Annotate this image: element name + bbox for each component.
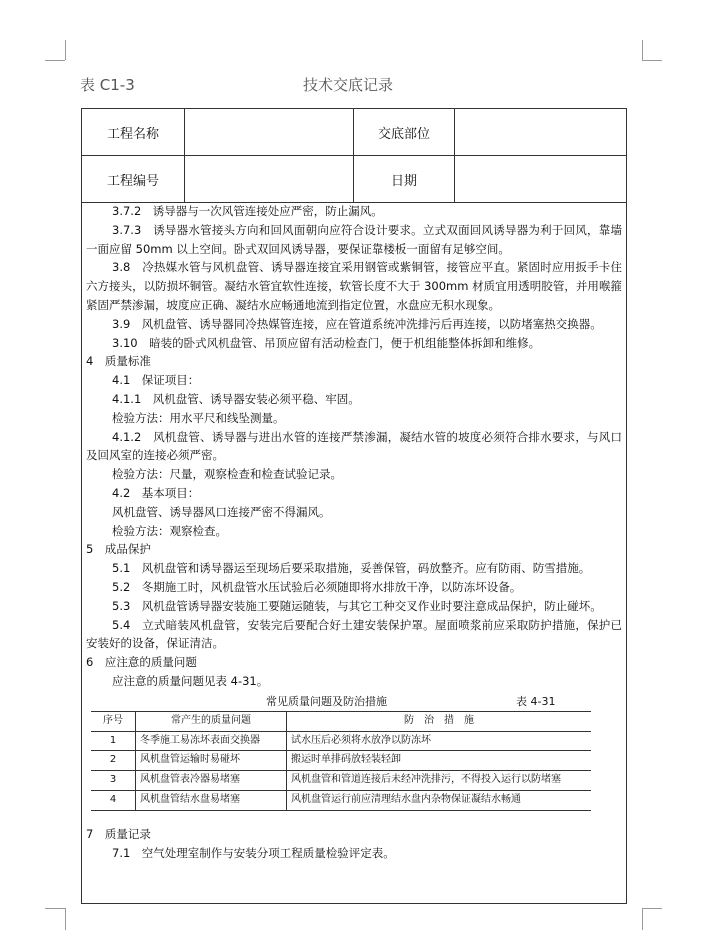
info-table	[82, 109, 626, 203]
table-cell: 3	[91, 771, 136, 791]
crop-mark-top-right	[642, 59, 662, 61]
paragraph: 3.8 冷热媒水管与风机盘管、诱导器连接宜采用钢管或紫铜管，接管应平直。紧固时应用扳手卡住六方接头，以防损坏铜管。凝结水管宜软性连接，软管长度不大于 300mm 材质宜用透明胶管，并用喉箍紧固严禁渗漏，坡度应正确、凝结水应畅通地流到指定位置，水盘应无积水现象。	[86, 260, 622, 312]
paragraph: 应注意的质量问题见表 4-31。	[112, 673, 269, 688]
form-number: 表 C1-3	[80, 76, 135, 94]
paragraph: 5.4 立式暗装风机盘管，安装完后要配合好土建安装保护罩。屋面喷浆前应采取防护措施，保护已安装好的设备，保证清洁。	[86, 617, 622, 651]
table-cell: 风机盘管表冷器易堵塞	[136, 771, 287, 791]
table-cell: 风机盘管和管道连接后未经冲洗排污，不得投入运行以防堵塞	[287, 771, 592, 791]
crop-mark-bottom-left	[45, 908, 65, 910]
page-title: 技术交底记录	[303, 76, 394, 94]
crop-mark-top-left	[60, 40, 66, 60]
table-cell: 风机盘管运输时易碰坏	[136, 751, 287, 771]
paragraph: 检验方法：尺量，观察检查和检查试验记录。	[112, 467, 342, 482]
table-cell: 搬运时单排码放轻装轻卸	[287, 751, 592, 771]
table-cell: 1	[91, 731, 136, 751]
paragraph: 4.1.2 风机盘管、诱导器与进出水管的连接严禁渗漏，凝结水管的坡度必须符合排水要求，与风口及回风室的连接必须严密。	[86, 429, 622, 463]
table-cell: 4	[91, 790, 136, 810]
paragraph: 3.10 暗装的卧式风机盘管、吊顶应留有活动检查门，便于机组能整体拆卸和维修。	[112, 335, 541, 350]
table-cell: 风机盘管结水盘易堵塞	[136, 790, 287, 810]
paragraph: 检验方法：观察检查。	[112, 523, 227, 538]
quality-table	[91, 711, 591, 811]
table-cell: 冬季施工易冻坏表面交换器	[136, 731, 287, 751]
section-heading: 4 质量标准	[86, 354, 151, 369]
section-heading: 6 应注意的质量问题	[86, 655, 197, 670]
paragraph: 3.7.3 诱导器水管接头方向和回风面朝向应符合设计要求。立式双面回风诱导器为利于回风，靠墙一面应留 50mm 以上空间。卧式双回风诱导器，要保证靠楼板一面留有足够空间。	[86, 222, 622, 256]
crop-mark-bottom-left	[60, 908, 66, 930]
subsection-heading: 4.2 基本项目：	[112, 485, 200, 500]
section-heading: 5 成品保护	[86, 542, 151, 557]
paragraph: 风机盘管、诱导器风口连接严密不得漏风。	[112, 504, 331, 519]
table-number: 表 4-31	[516, 694, 556, 708]
paragraph: 3.9 风机盘管、诱导器同冷热媒管连接，应在管道系统冲洗排污后再连接，以防堵塞热交换器。	[112, 316, 602, 331]
column-header: 常产生的质量问题	[136, 711, 287, 731]
paragraph: 5.3 风机盘管诱导器安装施工要随运随装，与其它工种交叉作业时要注意成品保护，防止碰坏。	[112, 598, 602, 613]
spacer	[86, 811, 622, 825]
project-name-label: 工程名称	[82, 109, 185, 156]
paragraph: 3.7.2 诱导器与一次风管连接处应严密，防止漏风。	[112, 204, 383, 218]
table-caption-row	[86, 691, 622, 711]
subsection-heading: 4.1 保证项目：	[112, 373, 200, 388]
crop-mark-bottom-right	[642, 908, 662, 910]
table-row	[91, 751, 591, 771]
crop-mark-top-right	[642, 40, 648, 60]
table-row	[91, 731, 591, 751]
project-no-label: 工程编号	[82, 156, 185, 203]
handover-part-field[interactable]	[455, 109, 627, 156]
crop-mark-bottom-right	[642, 908, 648, 930]
date-field[interactable]	[455, 156, 627, 203]
section-heading: 7 质量记录	[86, 826, 151, 841]
column-header: 防 治 措 施	[287, 711, 592, 731]
paragraph: 检验方法：用水平尺和线坠测量。	[112, 410, 285, 425]
paragraph: 4.1.1 风机盘管、诱导器安装必须平稳、牢固。	[112, 391, 360, 406]
paragraph: 5.1 风机盘管和诱导器运至现场后要采取措施，妥善保管，码放整齐。应有防雨、防雪措施。	[112, 561, 591, 576]
table-row	[91, 771, 591, 791]
table-cell: 试水压后必须将水放净以防冻坏	[287, 731, 592, 751]
table-row	[91, 790, 591, 810]
paragraph: 7.1 空气处理室制作与安装分项工程质量检验评定表。	[112, 845, 395, 860]
date-label: 日期	[354, 156, 455, 203]
table-caption: 常见质量问题及防治措施	[266, 694, 387, 708]
crop-mark-top-left	[45, 59, 65, 61]
handover-part-label: 交底部位	[354, 109, 455, 156]
content-body	[86, 202, 622, 862]
document-frame	[81, 108, 627, 904]
table-cell: 2	[91, 751, 136, 771]
table-cell: 风机盘管运行前应清理结水盘内杂物保证凝结水畅通	[287, 790, 592, 810]
project-name-field[interactable]	[185, 109, 354, 156]
project-no-field[interactable]	[185, 156, 354, 203]
paragraph: 5.2 冬期施工时，风机盘管水压试验后必须随即将水排放干净，以防冻坏设备。	[112, 579, 522, 594]
column-header: 序号	[91, 711, 136, 731]
